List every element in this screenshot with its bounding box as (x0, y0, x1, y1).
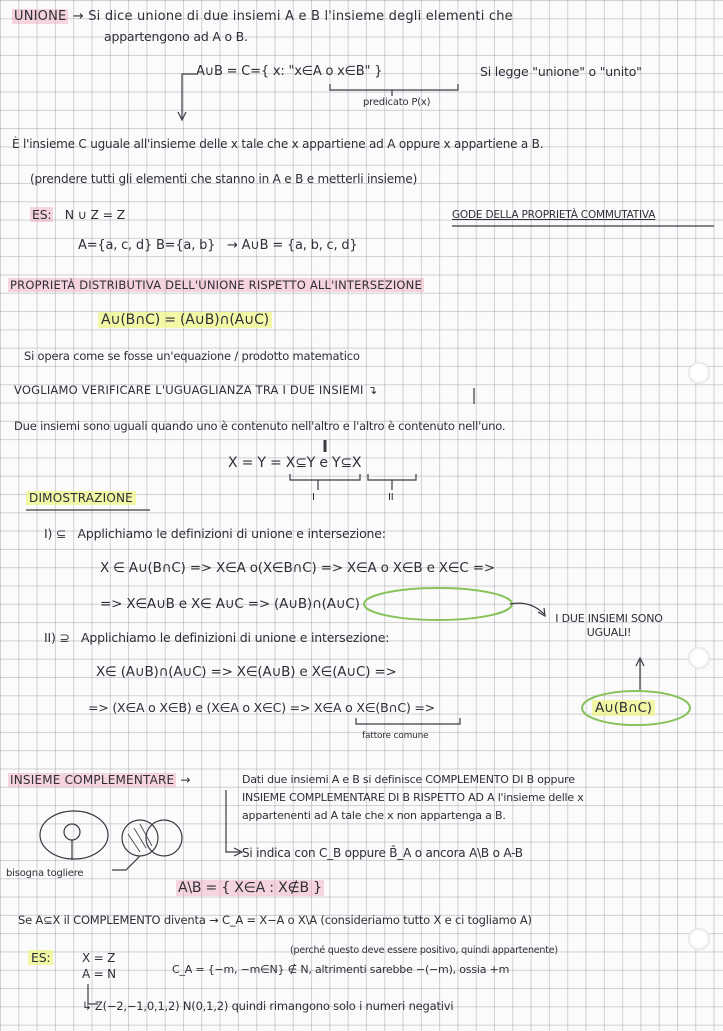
step2-label: II) ⊇ (44, 630, 70, 645)
example-sets: A={a, c, d} B={a, b} (78, 238, 216, 253)
complement-notation: Si indica con C_B oppure B̄_A o ancora A\B o A-B (242, 846, 523, 860)
bracket-two (368, 474, 416, 480)
step1-line2: => X∈A∪B e X∈ A∪C => (A∪B)∩(A∪C) (100, 596, 360, 612)
factor-bracket (356, 718, 460, 724)
example-x: X = Z (82, 951, 116, 965)
example-bracket (88, 984, 98, 1004)
predicate-label: predicato P(x) (363, 97, 431, 108)
unione-explanation: È l'insieme C uguale all'insieme delle x tale che x appartiene ad A oppure x appartiene a B. (12, 137, 544, 151)
step2-line2: => (X∈A o X∈B) e (X∈A o X∈C) => X∈A o X∈(B∩C) => (88, 700, 435, 715)
venn-arrow-line-2 (112, 856, 140, 870)
equal-sets-definition: Due insiemi sono uguali quando uno è contenuto nell'altro e l'altro è contenuto nell'uno. (14, 419, 506, 433)
step2-result: A∪(B∩C) (592, 700, 655, 716)
arrow-icon: → (180, 773, 191, 787)
example-line: N ∪ Z = Z (64, 207, 125, 222)
venn-diagram-outer (40, 811, 108, 859)
complement-line: Se A⊆X il COMPLEMENTO diventa → C_A = X−A o X\A (consideriamo tutto X e ci togliamo A) (18, 913, 532, 927)
roman-one: I (312, 492, 315, 503)
equal-sets-note: I DUE INSIEMI SONO UGUALI! (555, 612, 663, 639)
complement-def-line1: Dati due insiemi A e B si definisce COMPLEMENTO DI B oppure (242, 773, 575, 786)
bracket-one (290, 474, 360, 480)
unione-parenthesis: (prendere tutti gli elementi che stanno in A e B e metterli insieme) (30, 172, 418, 186)
step1-line1: X ∈ A∪(B∩C) => X∈A o(X∈B∩C) => X∈A o X∈B e X∈C => (100, 560, 495, 576)
xy-relation: X = Y = X⊆Y e Y⊆X (228, 455, 362, 471)
unione-term: UNIONE (14, 9, 67, 24)
complement-example-label: ES: (28, 950, 53, 965)
example-result: A∪B = {a, b, c, d} (241, 238, 358, 253)
example-a: A = N (82, 967, 116, 981)
step2-line1: X∈ (A∪B)∩(A∪C) => X∈(A∪B) e X∈(A∪C) => (96, 664, 397, 680)
arrow-icon: → (72, 9, 84, 24)
result-oval-2 (582, 691, 690, 725)
unione-def-line1: Si dice unione di due insiemi A e B l'insieme degli elementi che (88, 9, 513, 24)
complement-title: INSIEME COMPLEMENTARE (10, 773, 175, 787)
venn-diagram-right (146, 820, 182, 856)
example-final: ↳ Z(−2,−1,0,1,2) N(0,1,2) quindi rimangono solo i numeri negativi (82, 999, 454, 1013)
unione-reading: Si legge "unione" o "unito" (480, 64, 642, 79)
example-note: (perché questo deve essere positivo, quindi appartenente) (290, 945, 558, 956)
distributive-note: Si opera come se fosse un'equazione / prodotto matematico (24, 349, 360, 363)
diagram-label: bisogna togliere (6, 868, 84, 879)
notation-arrow-line (226, 790, 240, 852)
unione-formula: A∪B = C={ x: "x∈A o x∈B" } (196, 64, 383, 79)
predicate-bracket (330, 84, 458, 90)
step1-label: I) ⊆ (44, 526, 67, 541)
distributive-formula: A∪(B∩C) = (A∪B)∩(A∪C) (98, 312, 272, 328)
formula-arrow-line (182, 74, 196, 118)
step2-text: Applichiamo le definizioni di unione e intersezione: (81, 630, 390, 645)
arrow-icon: → (227, 238, 238, 253)
commutative-note: GODE DELLA PROPRIETÀ COMMUTATIVA (452, 209, 656, 221)
step1-text: Applichiamo le definizioni di unione e intersezione: (77, 526, 386, 541)
demonstration-title: DIMOSTRAZIONE (26, 491, 136, 505)
arrow-down-icon: ↴ (367, 383, 378, 397)
verify-line: VOGLIAMO VERIFICARE L'UGUAGLIANZA TRA I DUE INSIEMI (14, 383, 364, 397)
roman-two: II (388, 492, 394, 503)
complement-def-line2: INSIEME COMPLEMENTARE DI B RISPETTO AD A l'insieme delle x (242, 791, 584, 804)
result-oval-1 (364, 588, 512, 620)
example-label: ES: (32, 207, 52, 222)
venn-diagram-inner (64, 824, 80, 840)
distributive-title: PROPRIETÀ DISTRIBUTIVA DELL'UNIONE RISPETTO ALL'INTERSEZIONE (10, 278, 422, 292)
complement-def-line3: appartenenti ad A tale che x non appartenga a B. (242, 809, 506, 822)
common-factor-note: fattore comune (362, 731, 429, 741)
example-formula: C_A = {−m, −m∈N} ∉ N, altrimenti sarebbe −(−m), ossia +m (172, 963, 510, 976)
unione-def-line2: appartengono ad A o B. (104, 29, 248, 44)
complement-formula: A\B = { X∈A : X∉B } (178, 880, 322, 896)
